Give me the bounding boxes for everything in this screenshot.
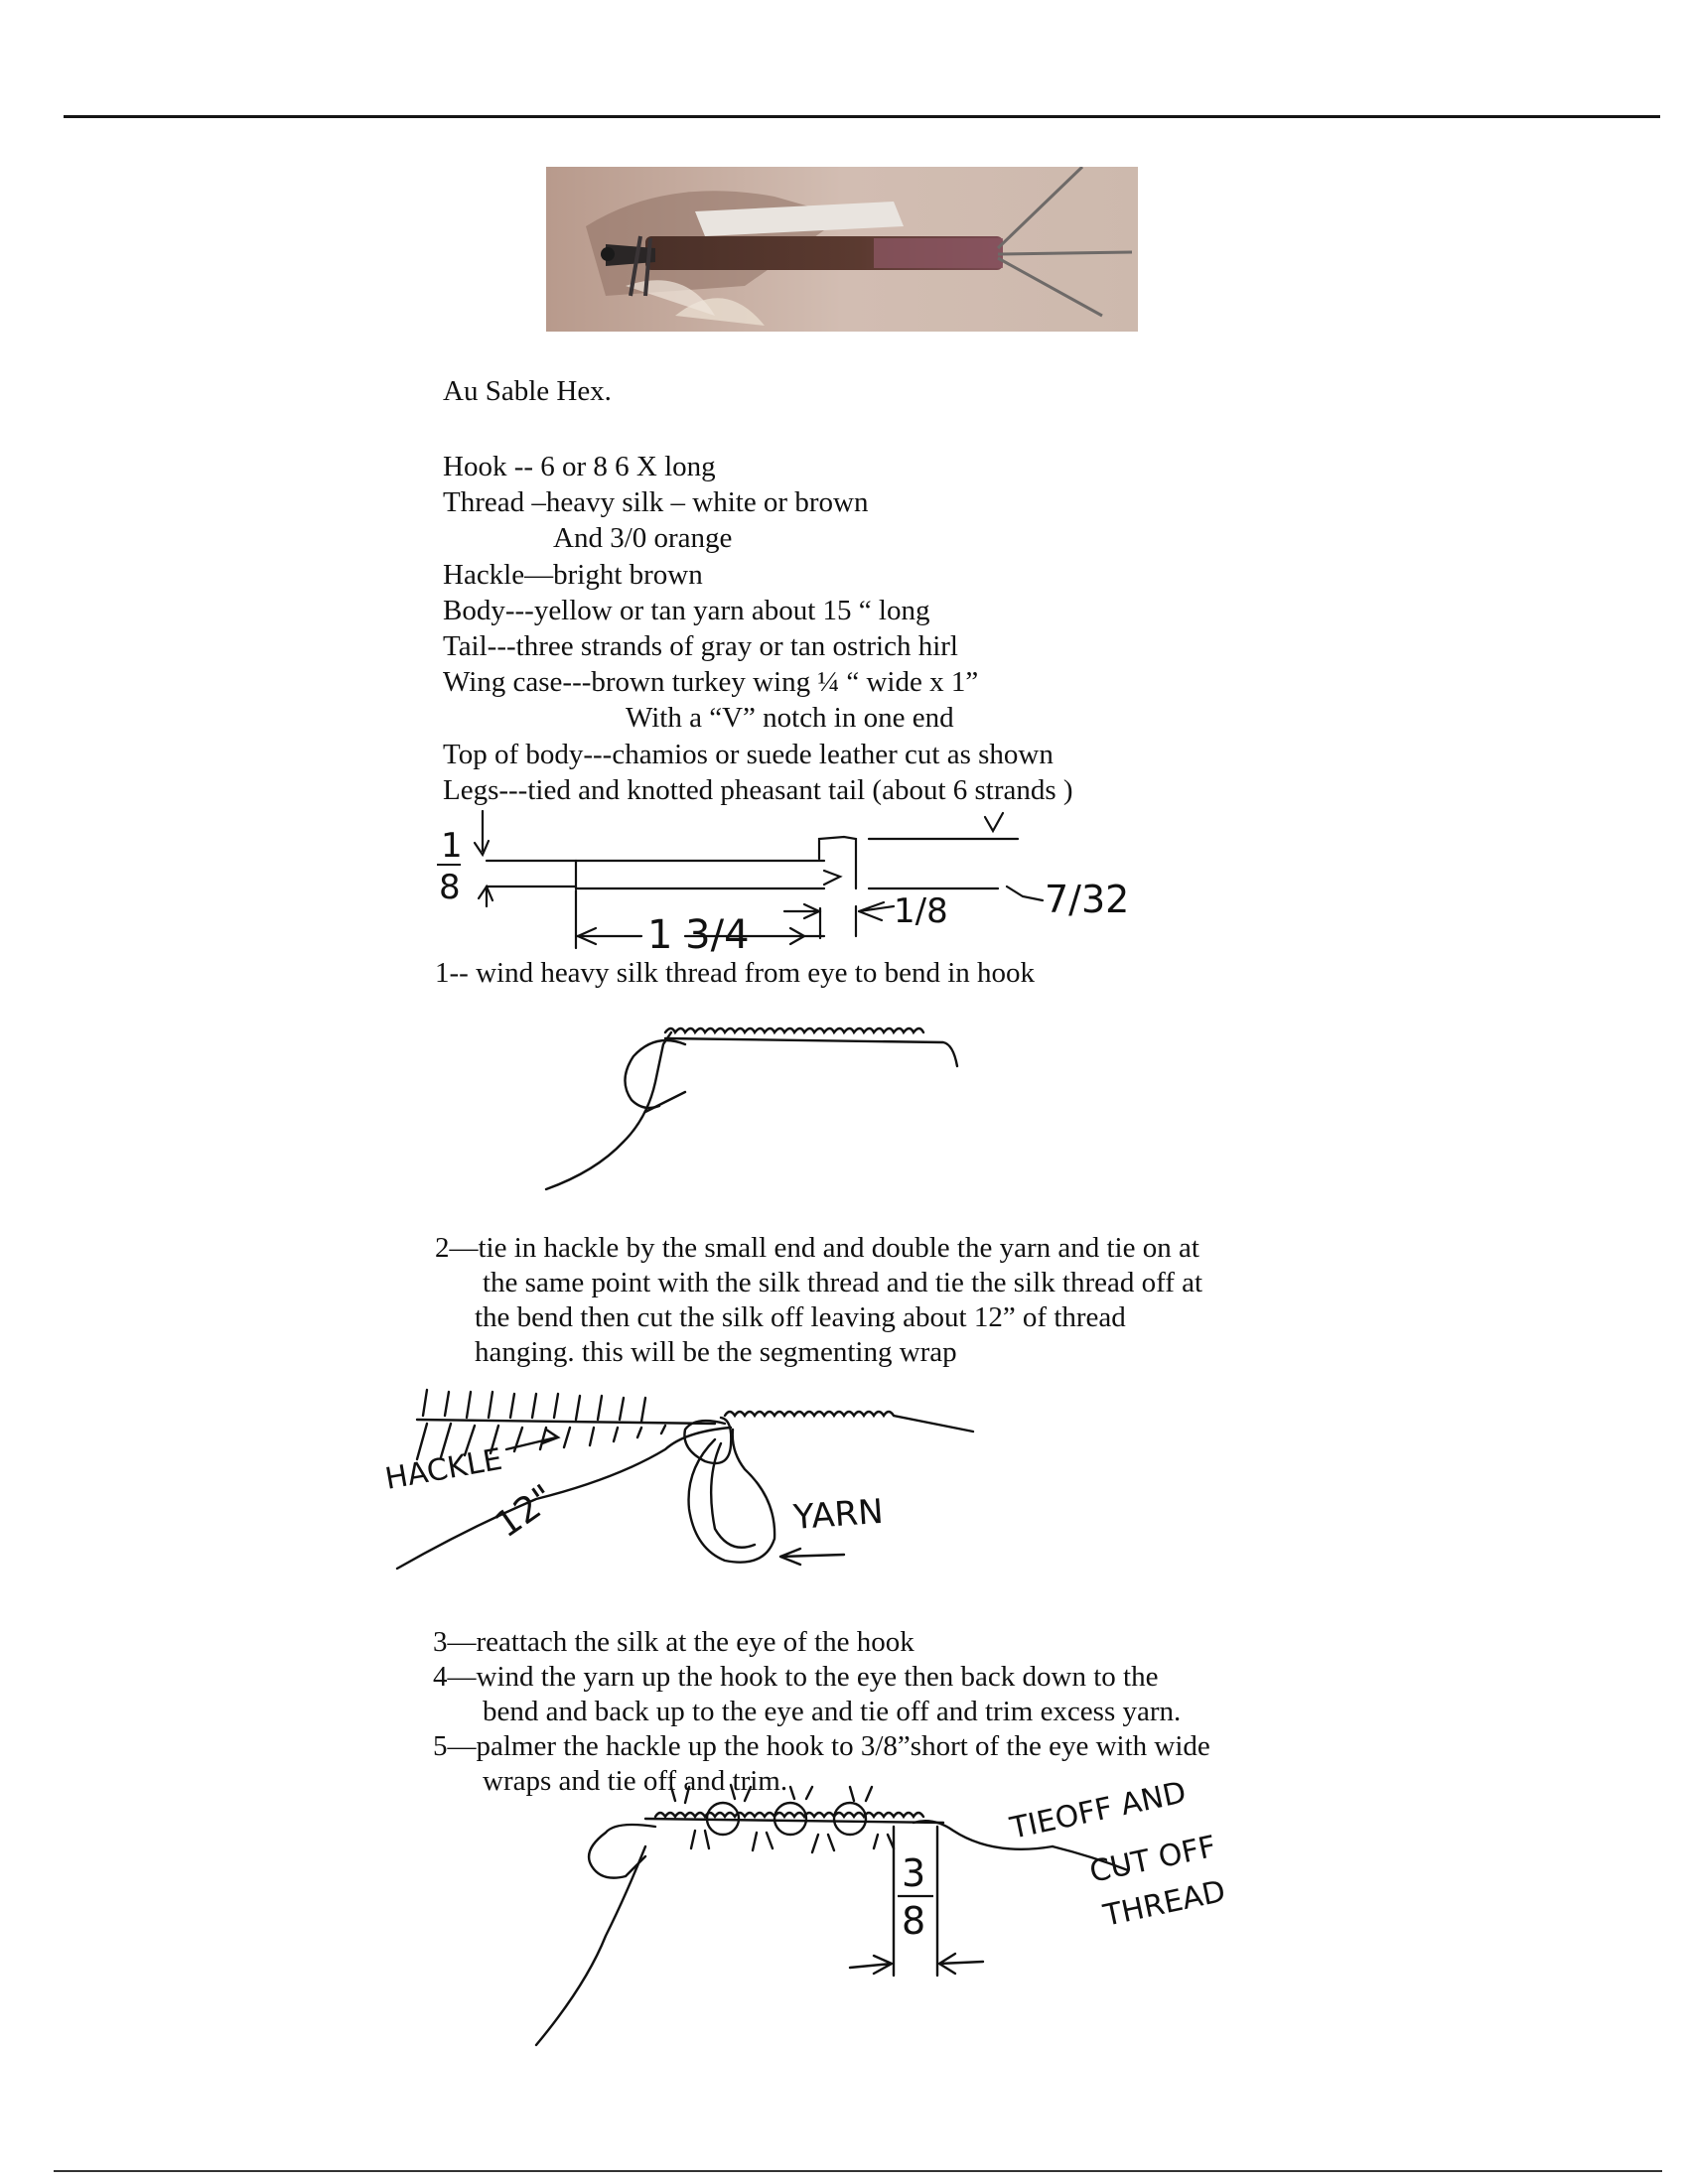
top-rule (64, 115, 1660, 118)
material-hook: Hook -- 6 or 8 6 X long (443, 451, 716, 482)
dim-notch: 1/8 (894, 891, 948, 931)
step-4: 4—wind the yarn up the hook to the eye then back down to the (433, 1661, 1159, 1693)
hackle-yarn-diagram (382, 1380, 1003, 1598)
hook-thread-diagram (536, 1023, 973, 1211)
step-5: 5—palmer the hackle up the hook to 3/8”short of the eye with wide (433, 1730, 1210, 1762)
material-body: Body---yellow or tan yarn about 15 “ long (443, 594, 930, 626)
fly-photo (546, 167, 1138, 332)
note-tieoff-line-3: THREAD (1100, 1873, 1229, 1934)
label-hackle: HACKLE (382, 1441, 505, 1497)
material-tail: Tail---three strands of gray or tan ostrich hirl (443, 630, 958, 663)
label-yarn: YARN (791, 1491, 885, 1538)
step-2-line-1: 2—tie in hackle by the small end and double the yarn and tie on at (435, 1232, 1199, 1264)
step-2-line-3: the bend then cut the silk off leaving about 12” of thread (475, 1301, 1126, 1333)
step-2-line-2: the same point with the silk thread and tie the silk thread off at (483, 1267, 1203, 1298)
note-tieoff-line-2: CUT OFF (1086, 1829, 1219, 1890)
material-wing-case: Wing case---brown turkey wing ¼ “ wide x 1” (443, 666, 979, 699)
material-thread-cont: And 3/0 orange (553, 522, 733, 555)
label-12-inch: 12" (488, 1477, 563, 1547)
step-2 (435, 1231, 1202, 1370)
steps-3-5 (433, 1625, 1210, 1799)
step-1: 1-- wind heavy silk thread from eye to bend in hook (435, 957, 1036, 989)
step-5-cont: wraps and tie off and trim. (483, 1765, 788, 1797)
dim-left-height-den: 8 (439, 868, 461, 907)
materials-list (443, 449, 1073, 808)
recipe-title: Au Sable Hex. (443, 375, 612, 407)
note-tieoff-line-1: TIEOFF AND (1007, 1775, 1190, 1846)
measure-num: 3 (902, 1851, 926, 1895)
measure-den: 8 (902, 1899, 926, 1943)
step-2-line-4: hanging. this will be the segmenting wrap (475, 1336, 957, 1368)
body-template-diagram (427, 809, 1142, 958)
dim-length: 1 3/4 (647, 912, 750, 958)
bottom-rule (54, 2170, 1662, 2172)
dim-left-height-num: 1 (441, 826, 463, 866)
material-top-body: Top of body---chamios or suede leather cut as shown (443, 738, 1054, 770)
step-4-cont: bend and back up to the eye and tie off and trim excess yarn. (483, 1696, 1182, 1727)
dim-right-height: 7/32 (1045, 878, 1130, 921)
material-hackle: Hackle—bright brown (443, 558, 703, 591)
material-wing-case-cont: With a “V” notch in one end (626, 702, 954, 735)
material-thread: Thread –heavy silk – white or brown (443, 486, 869, 519)
material-legs: Legs---tied and knotted pheasant tail (about 6 strands ) (443, 773, 1073, 806)
step-3: 3—reattach the silk at the eye of the hook (433, 1626, 914, 1658)
